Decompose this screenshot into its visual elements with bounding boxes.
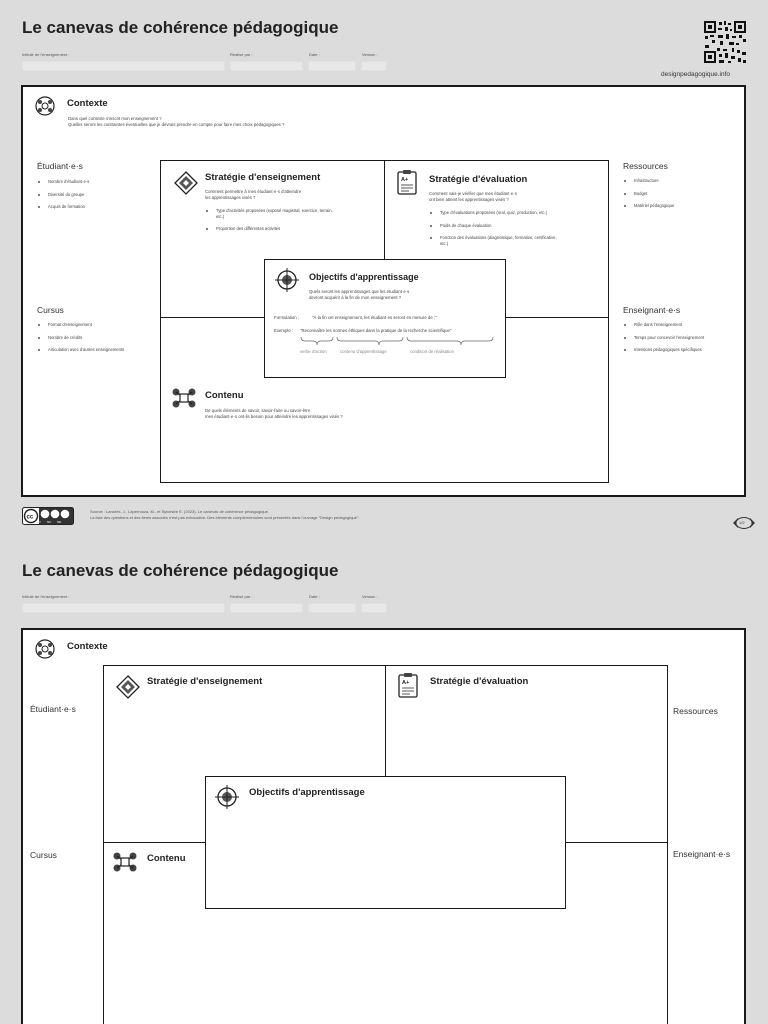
list-item: Articulation avec d'autres enseignements xyxy=(37,347,162,353)
strategie-evaluation-title: Stratégie d'évaluation xyxy=(429,174,528,185)
etudiants-list xyxy=(37,179,157,217)
list-item: Acquis de formation xyxy=(37,204,157,210)
legend-condition: condition de réalisation xyxy=(410,349,454,354)
ressources-title: Ressources xyxy=(623,161,668,171)
ressources-list xyxy=(623,178,741,216)
author-field-2[interactable] xyxy=(230,603,303,613)
content-icon xyxy=(112,851,138,873)
objectifs-title: Objectifs d'apprentissage xyxy=(309,272,419,282)
footer-note: La liste des questions et des items associés n'est pas exhaustive. Des éléments complémentaires sont présentés dans l'ouvrage "Design pédagogique". xyxy=(90,515,360,520)
formulation-label: Formulation : xyxy=(274,315,300,320)
contexte-question-1: Dans quel contexte s'inscrit mon enseignement ? xyxy=(68,116,162,121)
cursus-title: Cursus xyxy=(37,305,64,315)
canvas-page-2 xyxy=(21,628,746,1024)
list-item: Budget xyxy=(623,191,741,197)
strategie-enseignement-list xyxy=(205,208,340,239)
date-field-2[interactable] xyxy=(308,603,356,613)
etudiants-title-2: Étudiant·e·s xyxy=(30,704,76,714)
strategie-evaluation-list xyxy=(429,210,609,253)
contenu-title: Contenu xyxy=(205,390,244,401)
example-label: Exemple : xyxy=(274,328,294,333)
example-text: "Reconnaître les normes éthiques dans la pratique de la recherche scientifique" xyxy=(300,328,452,333)
strategie-evaluation-question-1: Comment vais-je vérifier que mes étudiant·e·s xyxy=(429,191,517,196)
target-icon xyxy=(215,785,239,809)
example-brackets xyxy=(299,335,499,351)
teaching-strategy-icon xyxy=(174,171,198,195)
canvas-page-1 xyxy=(21,85,746,497)
page-title: Le canevas de cohérence pédagogique xyxy=(22,18,339,37)
list-item: Nombre d'étudiant·e·s xyxy=(37,179,157,185)
cursus-list xyxy=(37,322,162,360)
page-2-title: Le canevas de cohérence pédagogique xyxy=(22,561,339,580)
list-item: Format d'enseignement xyxy=(37,322,162,328)
context-icon xyxy=(35,639,55,659)
qr-code-icon xyxy=(703,20,747,64)
course-field-2[interactable] xyxy=(22,603,225,613)
list-item: Type d'évaluations proposées (oral, quiz, production, etc.) xyxy=(429,210,609,216)
etudiants-title: Étudiant·e·s xyxy=(37,161,83,171)
legend-verb: verbe d'action xyxy=(300,349,327,354)
version-field-label: Version : xyxy=(362,52,378,57)
strategie-evaluation-title-2: Stratégie d'évaluation xyxy=(430,676,529,687)
list-item: Nombre de crédits xyxy=(37,335,162,341)
strategie-enseignement-title-2: Stratégie d'enseignement xyxy=(147,676,263,687)
clipboard-icon xyxy=(397,169,417,195)
context-icon xyxy=(35,96,55,116)
content-icon xyxy=(171,387,197,409)
list-item: Type d'activités proposées (exposé magistral, exercice, terrain, etc.) xyxy=(205,208,340,219)
strategie-evaluation-question-2: ont bien atteint les apprentissages visés ? xyxy=(429,197,509,202)
enseignants-title: Enseignant·e·s xyxy=(623,305,681,315)
website-url[interactable]: designpedagogique.info xyxy=(661,71,731,78)
contenu-question-2: mes étudiant·e·s ont-ils besoin pour atteindre les apprentissages visés ? xyxy=(205,414,343,419)
objectifs-question-1: Quels seront les apprentissages que les étudiant·e·s xyxy=(309,289,410,294)
contexte-title-2: Contexte xyxy=(67,641,108,652)
enseignants-title-2: Enseignant·e·s xyxy=(673,849,731,859)
course-field-label-2: Intitulé de l'enseignement : xyxy=(22,594,70,599)
contexte-question-2: Quelles seront les contraintes éventuelles que je devrais prendre en compte pour faire mes choix pédagogiques ? xyxy=(68,122,285,127)
strategie-enseignement-title: Stratégie d'enseignement xyxy=(205,172,321,183)
legend-content: contenu d'apprentissage xyxy=(340,349,387,354)
list-item: Infrastructure xyxy=(623,178,741,184)
author-field[interactable] xyxy=(230,61,303,71)
ressources-title-2: Ressources xyxy=(673,706,718,716)
contexte-title: Contexte xyxy=(67,98,108,109)
version-field[interactable] xyxy=(361,61,387,71)
contenu-question-1: De quels éléments de savoir, savoir-faire ou savoir-être xyxy=(205,408,311,413)
list-item: Poids de chaque évaluation xyxy=(429,223,609,229)
strategie-enseignement-question-2: les apprentissages visés ? xyxy=(205,195,256,200)
cc-nc: NC xyxy=(47,520,52,524)
course-field[interactable] xyxy=(22,61,225,71)
version-field-2[interactable] xyxy=(361,603,387,613)
svg-text:A+: A+ xyxy=(402,680,410,686)
objectifs-box-2 xyxy=(205,776,566,909)
footer-source: Source : Lanarès, J., Laperrouza, M., et Sylvestre E. (2023). Le canevas de cohérence pédagogique. xyxy=(90,509,269,514)
author-field-label-2: Réalisé par : xyxy=(230,594,253,599)
list-item: Diversité du groupe xyxy=(37,192,157,198)
page-number: 1/2 xyxy=(739,520,745,525)
strategie-enseignement-question-1: Comment permettre à mes étudiant·e·s d'atteindre xyxy=(205,189,302,194)
target-icon xyxy=(275,268,299,292)
list-item: Intentions pédagogiques spécifiques xyxy=(623,347,741,353)
list-item: Fonction des évaluations (diagnostique, formative, certificative, etc.) xyxy=(429,235,564,246)
version-field-label-2: Version : xyxy=(362,594,378,599)
contenu-title-2: Contenu xyxy=(147,853,186,864)
date-field-label: Date : xyxy=(309,52,320,57)
svg-text:cc: cc xyxy=(26,514,34,521)
list-item: Matériel pédagogique xyxy=(623,203,741,209)
objectifs-title-2: Objectifs d'apprentissage xyxy=(249,787,365,798)
author-field-label: Réalisé par : xyxy=(230,52,253,57)
cursus-title-2: Cursus xyxy=(30,850,57,860)
list-item: Rôle dans l'enseignement xyxy=(623,322,741,328)
cc-by: BY xyxy=(37,520,42,524)
svg-text:A+: A+ xyxy=(401,177,409,183)
cc-nd: ND xyxy=(57,520,62,524)
formulation-text: "À la fin cet enseignement, les étudiant·es seront en mesure de :" xyxy=(312,315,437,320)
objectifs-question-2: devront acquérir à la fin de mon enseignement ? xyxy=(309,295,402,300)
course-field-label: Intitulé de l'enseignement : xyxy=(22,52,70,57)
list-item: Temps pour concevoir l'enseignement xyxy=(623,335,741,341)
date-field[interactable] xyxy=(308,61,356,71)
enseignants-list xyxy=(623,322,741,360)
date-field-label-2: Date : xyxy=(309,594,320,599)
teaching-strategy-icon xyxy=(116,675,140,699)
clipboard-icon xyxy=(398,672,418,698)
list-item: Proportion des différentes activités xyxy=(205,226,340,232)
objectifs-box xyxy=(264,259,506,378)
